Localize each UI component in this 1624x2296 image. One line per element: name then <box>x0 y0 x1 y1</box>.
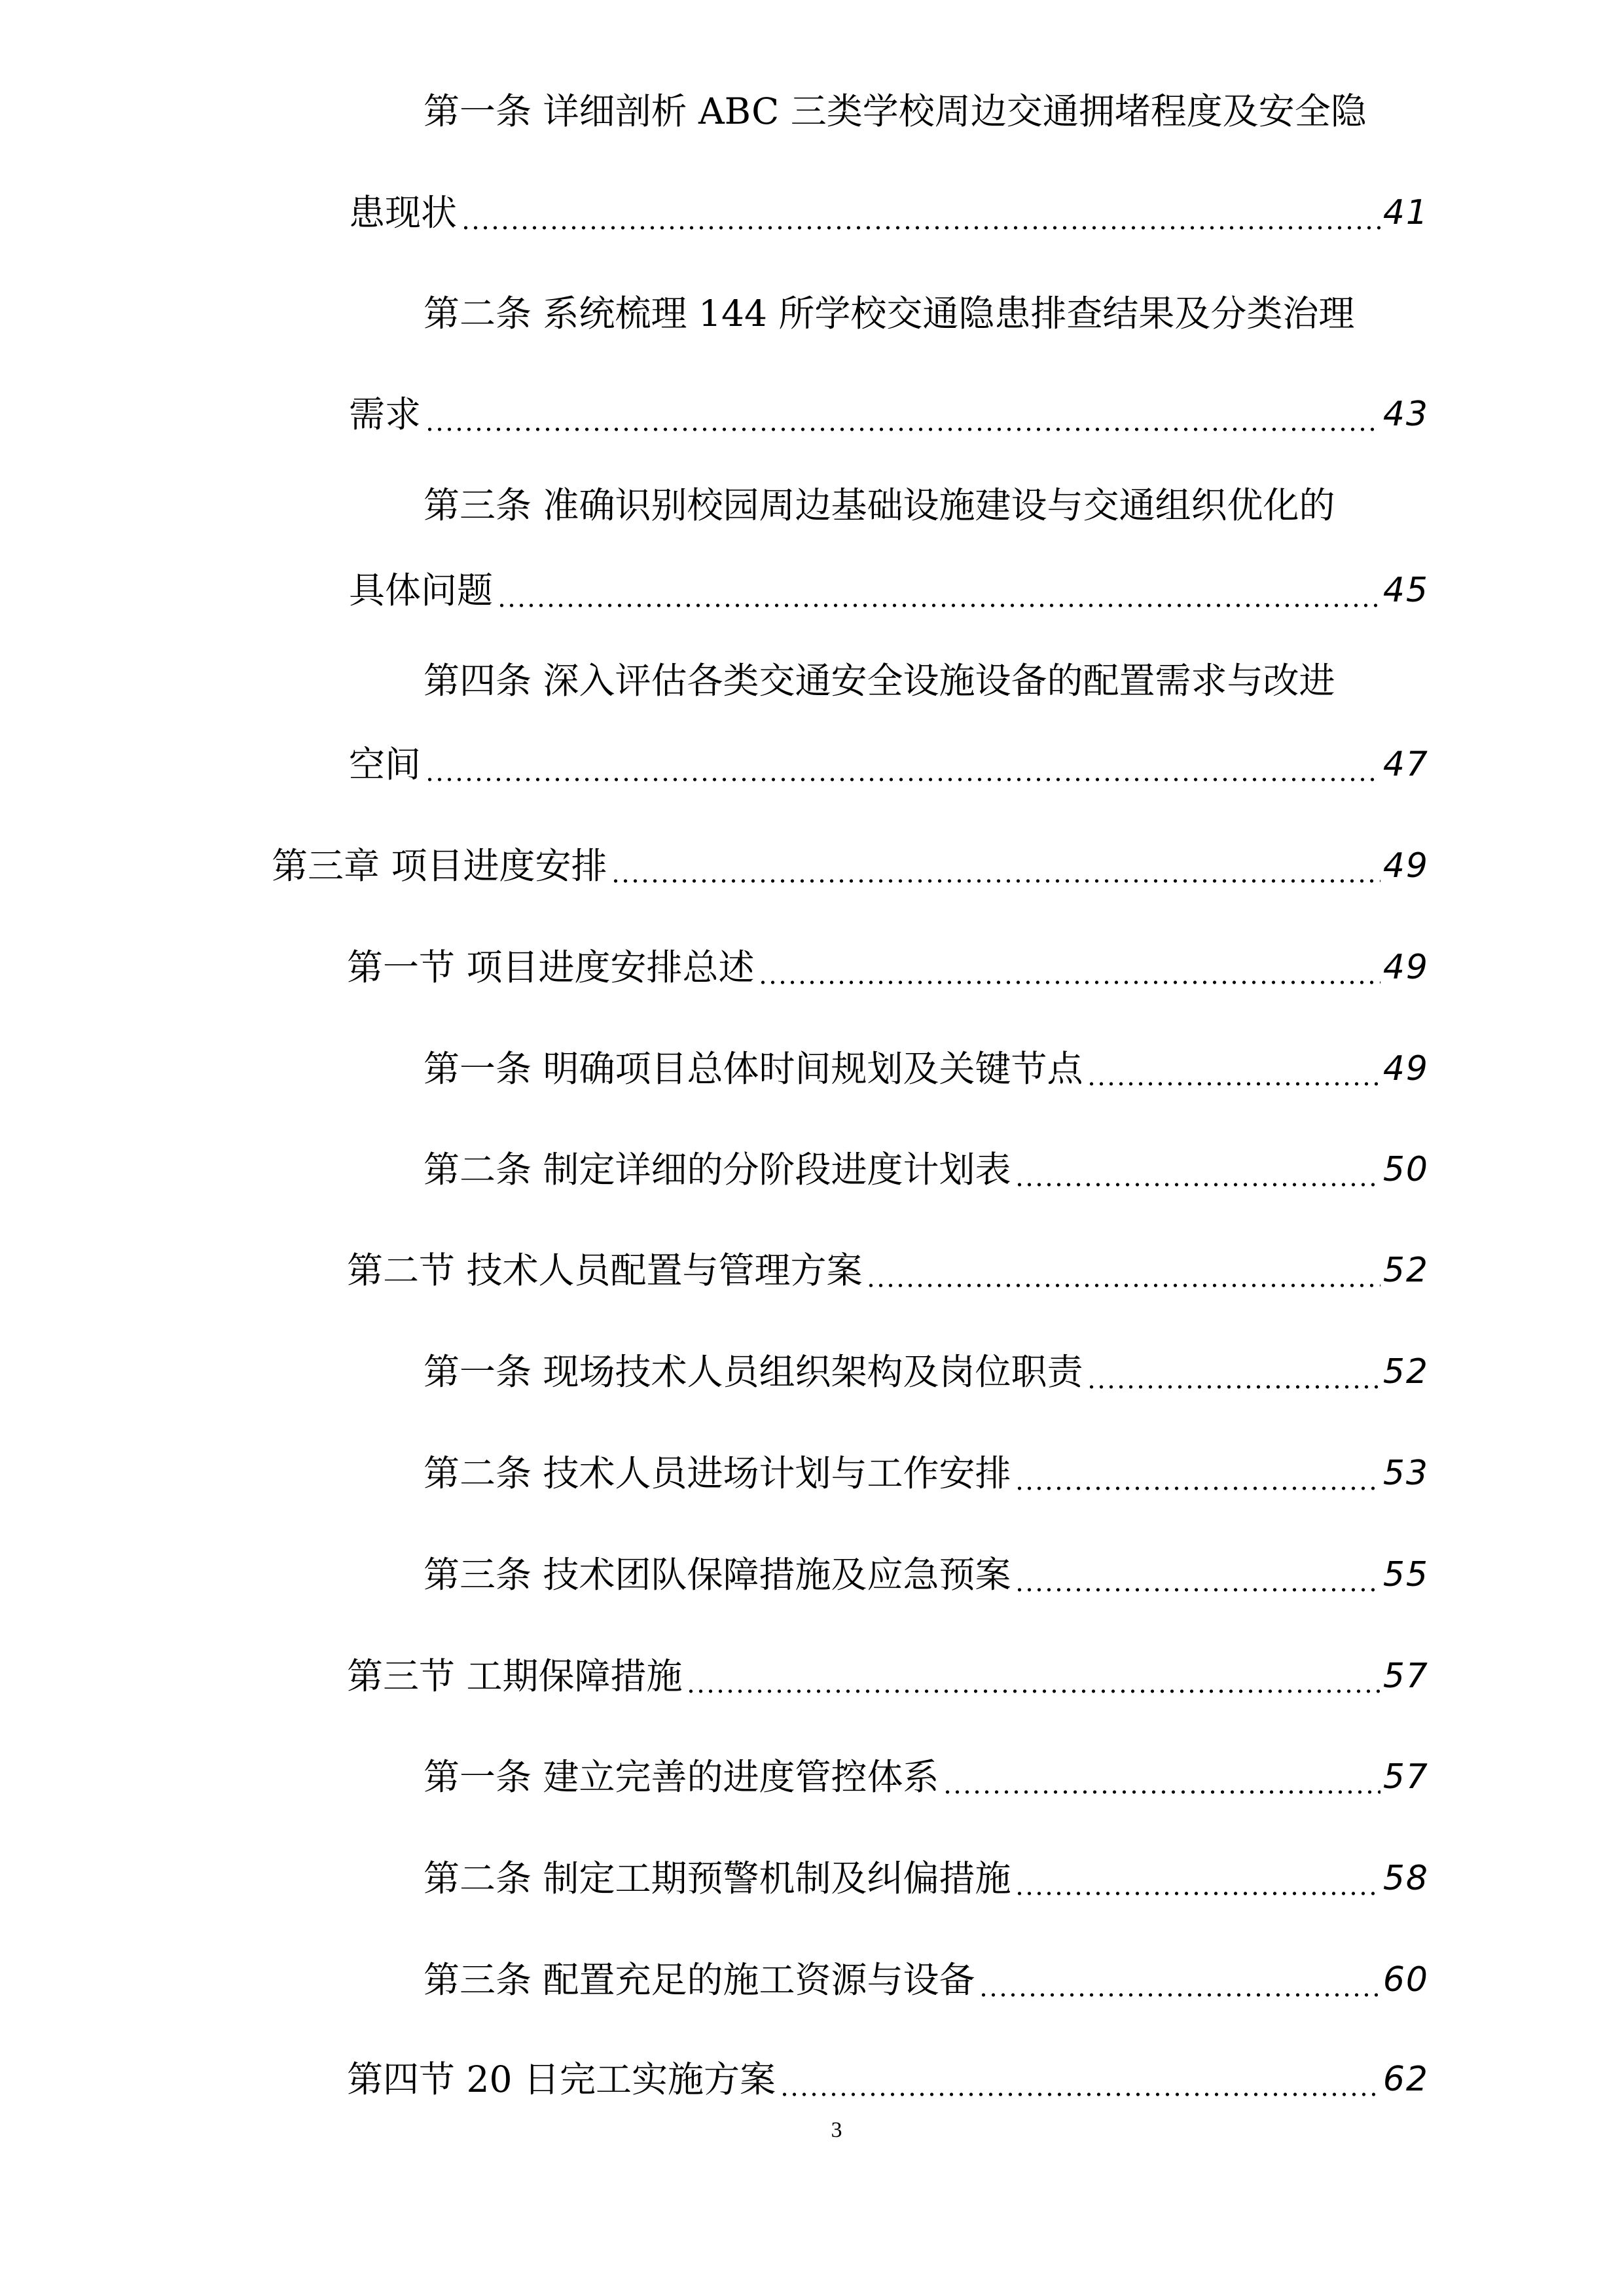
dot-leader <box>1087 1354 1380 1390</box>
dot-leader <box>611 848 1380 884</box>
dot-leader <box>1015 1152 1380 1188</box>
toc-page-number: 43 <box>1382 395 1429 434</box>
toc-entry-continuation[interactable] <box>349 568 1429 614</box>
toc-entry-article-line[interactable] <box>424 291 1429 337</box>
toc-page-number: 53 <box>1382 1454 1429 1493</box>
dot-leader <box>979 1962 1380 1998</box>
toc-entry-title: 第一条 明确项目总体时间规划及关键节点 <box>424 1048 1083 1090</box>
toc-page-number: 41 <box>1382 193 1429 232</box>
toc-entry-title: 第二条 制定工期预警机制及纠偏措施 <box>424 1857 1011 1899</box>
dot-leader <box>780 2062 1380 2098</box>
toc-entry-continuation[interactable] <box>349 190 1429 236</box>
toc-page-number: 49 <box>1382 846 1429 886</box>
dot-leader <box>425 747 1380 783</box>
toc-page-number: 52 <box>1382 1352 1429 1391</box>
toc-entry-article[interactable] <box>424 1047 1429 1092</box>
toc-entry-title: 第二条 制定详细的分阶段进度计划表 <box>424 1149 1011 1191</box>
toc-entry-article-line[interactable] <box>424 483 1429 529</box>
toc-page-number: 52 <box>1382 1251 1429 1290</box>
toc-entry-section[interactable] <box>347 945 1429 991</box>
toc-entry-section[interactable] <box>347 1654 1429 1700</box>
footer-page-number: 3 <box>831 2118 842 2142</box>
dot-leader <box>425 397 1380 433</box>
toc-entry-title: 第一条 详细剖析 ABC 三类学校周边交通拥堵程度及安全隐 <box>424 90 1367 132</box>
toc-entry-title: 第二条 技术人员进场计划与工作安排 <box>424 1452 1011 1494</box>
toc-entry-title: 第一条 现场技术人员组织架构及岗位职责 <box>424 1351 1083 1393</box>
toc-page-number: 57 <box>1382 1757 1429 1797</box>
toc-page-number: 55 <box>1382 1555 1429 1594</box>
toc-entry-section[interactable] <box>347 1248 1429 1294</box>
toc-entry-chapter[interactable] <box>272 844 1429 889</box>
toc-entry-continuation[interactable] <box>349 742 1429 788</box>
toc-entry-article[interactable] <box>424 1958 1429 2003</box>
toc-entry-title: 第四节 20 日完工实施方案 <box>347 2058 776 2100</box>
toc-entry-article[interactable] <box>424 1755 1429 1801</box>
dot-leader <box>686 1659 1380 1695</box>
toc-entry-title: 第一条 建立完善的进度管控体系 <box>424 1756 939 1798</box>
dot-leader <box>497 573 1380 609</box>
toc-entry-article[interactable] <box>424 1552 1429 1598</box>
toc-entry-title: 第四条 深入评估各类交通安全设施设备的配置需求与改进 <box>424 660 1335 702</box>
toc-entry-title: 第二节 技术人员配置与管理方案 <box>347 1249 863 1291</box>
toc-page-number: 45 <box>1382 571 1429 610</box>
toc-entry-article[interactable] <box>424 1856 1429 1902</box>
toc-entry-title: 空间 <box>349 744 422 785</box>
toc-page-number: 58 <box>1382 1859 1429 1898</box>
toc-entry-title: 第三条 技术团队保障措施及应急预案 <box>424 1554 1011 1596</box>
toc-page-number: 57 <box>1382 1657 1429 1696</box>
dot-leader <box>758 950 1380 986</box>
dot-leader <box>1015 1456 1380 1492</box>
dot-leader <box>461 195 1380 231</box>
dot-leader <box>1015 1861 1380 1897</box>
toc-entry-continuation[interactable] <box>349 392 1429 438</box>
dot-leader <box>1015 1557 1380 1593</box>
toc-entry-article[interactable] <box>424 1451 1429 1497</box>
toc-entry-section[interactable] <box>347 2057 1429 2103</box>
toc-page-number: 47 <box>1382 745 1429 784</box>
toc-entry-title: 第三章 项目进度安排 <box>272 845 607 887</box>
toc-entry-title: 具体问题 <box>349 569 494 611</box>
toc-entry-article-line[interactable] <box>424 89 1429 135</box>
dot-leader <box>866 1253 1380 1289</box>
toc-entry-title: 第三节 工期保障措施 <box>347 1655 683 1697</box>
toc-entry-title: 患现状 <box>349 192 458 234</box>
toc-entry-article[interactable] <box>424 1147 1429 1193</box>
toc-entry-title: 第二条 系统梳理 144 所学校交通隐患排查结果及分类治理 <box>424 293 1355 334</box>
toc-entry-title: 第三条 配置充足的施工资源与设备 <box>424 1959 975 2001</box>
dot-leader <box>943 1759 1380 1795</box>
toc-entry-article[interactable] <box>424 1350 1429 1395</box>
toc-page-number: 49 <box>1382 1049 1429 1088</box>
toc-page-number: 62 <box>1382 2060 1429 2099</box>
toc-entry-title: 第三条 准确识别校园周边基础设施建设与交通组织优化的 <box>424 484 1335 526</box>
toc-entry-title: 第一节 项目进度安排总述 <box>347 946 755 988</box>
toc-page-number: 60 <box>1382 1960 1429 2000</box>
toc-entry-title: 需求 <box>349 393 422 435</box>
toc-entry-article-line[interactable] <box>424 658 1429 704</box>
toc-page-number: 49 <box>1382 948 1429 987</box>
dot-leader <box>1087 1051 1380 1087</box>
toc-page-number: 50 <box>1382 1150 1429 1189</box>
